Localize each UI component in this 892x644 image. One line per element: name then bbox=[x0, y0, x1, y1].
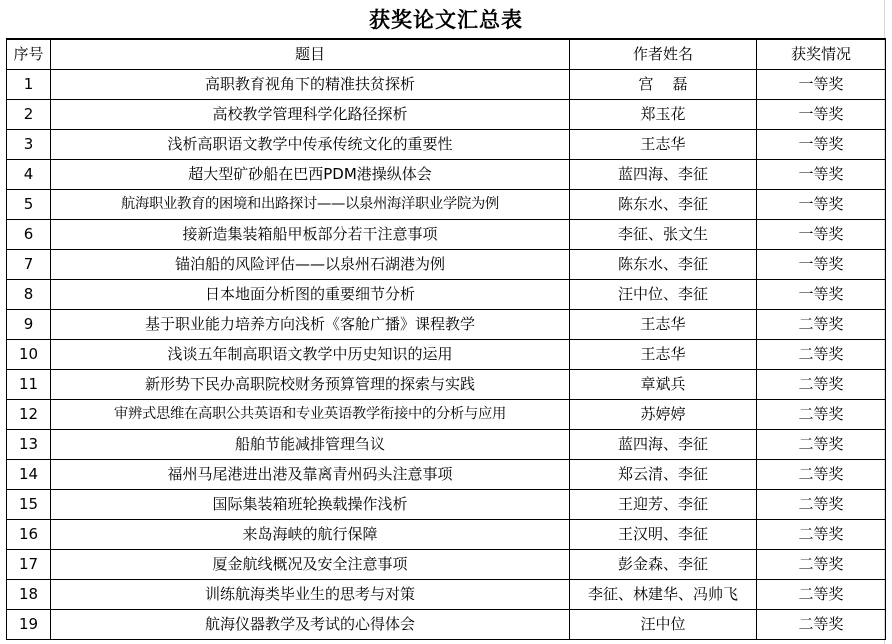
table-row bbox=[7, 220, 886, 250]
cell-no[interactable]: 15 bbox=[7, 490, 51, 520]
cell-no[interactable]: 18 bbox=[7, 580, 51, 610]
cell-award[interactable]: 一等奖 bbox=[757, 100, 886, 130]
cell-title[interactable]: 浅析高职语文教学中传承传统文化的重要性 bbox=[51, 130, 570, 160]
cell-award[interactable]: 二等奖 bbox=[757, 370, 886, 400]
cell-author[interactable]: 李征、张文生 bbox=[570, 220, 757, 250]
cell-award[interactable]: 一等奖 bbox=[757, 280, 886, 310]
cell-no[interactable]: 2 bbox=[7, 100, 51, 130]
table-row bbox=[7, 580, 886, 610]
table-row bbox=[7, 340, 886, 370]
table-row bbox=[7, 280, 886, 310]
cell-award[interactable]: 二等奖 bbox=[757, 490, 886, 520]
cell-title[interactable]: 接新造集装箱船甲板部分若干注意事项 bbox=[51, 220, 570, 250]
table-row bbox=[7, 250, 886, 280]
column-header-award[interactable]: 获奖情况 bbox=[757, 39, 886, 70]
cell-no[interactable]: 13 bbox=[7, 430, 51, 460]
cell-award[interactable]: 一等奖 bbox=[757, 220, 886, 250]
table-row bbox=[7, 130, 886, 160]
cell-author[interactable]: 王志华 bbox=[570, 130, 757, 160]
cell-title[interactable]: 新形势下民办高职院校财务预算管理的探索与实践 bbox=[51, 370, 570, 400]
cell-award[interactable]: 二等奖 bbox=[757, 520, 886, 550]
cell-no[interactable]: 14 bbox=[7, 460, 51, 490]
cell-award[interactable]: 二等奖 bbox=[757, 430, 886, 460]
table-row bbox=[7, 490, 886, 520]
cell-award[interactable]: 二等奖 bbox=[757, 580, 886, 610]
cell-award[interactable]: 一等奖 bbox=[757, 190, 886, 220]
cell-award[interactable]: 一等奖 bbox=[757, 130, 886, 160]
table-row bbox=[7, 70, 886, 100]
cell-no[interactable]: 6 bbox=[7, 220, 51, 250]
table-row bbox=[7, 190, 886, 220]
cell-title[interactable]: 厦金航线概况及安全注意事项 bbox=[51, 550, 570, 580]
cell-award[interactable]: 一等奖 bbox=[757, 160, 886, 190]
cell-author[interactable]: 王志华 bbox=[570, 310, 757, 340]
cell-award[interactable]: 二等奖 bbox=[757, 340, 886, 370]
table-row bbox=[7, 430, 886, 460]
cell-title[interactable]: 船舶节能减排管理刍议 bbox=[51, 430, 570, 460]
cell-title[interactable]: 福州马尾港进出港及靠离青州码头注意事项 bbox=[51, 460, 570, 490]
cell-title[interactable]: 高校教学管理科学化路径探析 bbox=[51, 100, 570, 130]
cell-no[interactable]: 17 bbox=[7, 550, 51, 580]
cell-author[interactable]: 陈东水、李征 bbox=[570, 250, 757, 280]
cell-author[interactable]: 汪中位 bbox=[570, 610, 757, 640]
cell-title[interactable]: 高职教育视角下的精准扶贫探析 bbox=[51, 70, 570, 100]
table-row bbox=[7, 610, 886, 640]
cell-author[interactable]: 陈东水、李征 bbox=[570, 190, 757, 220]
column-header-no[interactable]: 序号 bbox=[7, 39, 51, 70]
table-row bbox=[7, 310, 886, 340]
cell-no[interactable]: 16 bbox=[7, 520, 51, 550]
cell-author[interactable]: 蓝四海、李征 bbox=[570, 430, 757, 460]
cell-award[interactable]: 二等奖 bbox=[757, 460, 886, 490]
cell-no[interactable]: 10 bbox=[7, 340, 51, 370]
cell-title[interactable]: 审辨式思维在高职公共英语和专业英语教学衔接中的分析与应用 bbox=[51, 400, 570, 430]
page-title: 获奖论文汇总表 bbox=[369, 8, 523, 32]
table-row bbox=[7, 520, 886, 550]
cell-no[interactable]: 5 bbox=[7, 190, 51, 220]
cell-no[interactable]: 19 bbox=[7, 610, 51, 640]
cell-author[interactable]: 蓝四海、李征 bbox=[570, 160, 757, 190]
cell-author[interactable]: 李征、林建华、冯帅飞 bbox=[570, 580, 757, 610]
table-header-row bbox=[7, 39, 886, 70]
table-row bbox=[7, 100, 886, 130]
cell-title[interactable]: 航海仪器教学及考试的心得体会 bbox=[51, 610, 570, 640]
cell-title[interactable]: 浅谈五年制高职语文教学中历史知识的运用 bbox=[51, 340, 570, 370]
cell-award[interactable]: 二等奖 bbox=[757, 550, 886, 580]
cell-award[interactable]: 二等奖 bbox=[757, 610, 886, 640]
table-row bbox=[7, 550, 886, 580]
cell-author[interactable]: 宫 磊 bbox=[570, 70, 757, 100]
cell-author[interactable]: 王迎芳、李征 bbox=[570, 490, 757, 520]
cell-title[interactable]: 来岛海峡的航行保障 bbox=[51, 520, 570, 550]
cell-title[interactable]: 日本地面分析图的重要细节分析 bbox=[51, 280, 570, 310]
cell-author[interactable]: 王志华 bbox=[570, 340, 757, 370]
cell-no[interactable]: 3 bbox=[7, 130, 51, 160]
cell-no[interactable]: 11 bbox=[7, 370, 51, 400]
cell-author[interactable]: 汪中位、李征 bbox=[570, 280, 757, 310]
cell-title[interactable]: 基于职业能力培养方向浅析《客舱广播》课程教学 bbox=[51, 310, 570, 340]
table-row bbox=[7, 160, 886, 190]
cell-author[interactable]: 苏婷婷 bbox=[570, 400, 757, 430]
cell-title[interactable]: 锚泊船的风险评估——以泉州石湖港为例 bbox=[51, 250, 570, 280]
cell-author[interactable]: 郑玉花 bbox=[570, 100, 757, 130]
cell-title[interactable]: 超大型矿砂船在巴西PDM港操纵体会 bbox=[51, 160, 570, 190]
table-row bbox=[7, 370, 886, 400]
cell-award[interactable]: 二等奖 bbox=[757, 400, 886, 430]
cell-award[interactable]: 一等奖 bbox=[757, 250, 886, 280]
cell-author[interactable]: 王汉明、李征 bbox=[570, 520, 757, 550]
cell-no[interactable]: 7 bbox=[7, 250, 51, 280]
table-row bbox=[7, 400, 886, 430]
cell-author[interactable]: 彭金森、李征 bbox=[570, 550, 757, 580]
award-papers-table bbox=[6, 38, 886, 640]
column-header-author[interactable]: 作者姓名 bbox=[570, 39, 757, 70]
cell-author[interactable]: 郑云清、李征 bbox=[570, 460, 757, 490]
cell-title[interactable]: 航海职业教育的困境和出路探讨——以泉州海洋职业学院为例 bbox=[51, 190, 570, 220]
cell-award[interactable]: 二等奖 bbox=[757, 310, 886, 340]
cell-no[interactable]: 4 bbox=[7, 160, 51, 190]
cell-no[interactable]: 12 bbox=[7, 400, 51, 430]
cell-no[interactable]: 8 bbox=[7, 280, 51, 310]
cell-no[interactable]: 9 bbox=[7, 310, 51, 340]
cell-award[interactable]: 一等奖 bbox=[757, 70, 886, 100]
cell-title[interactable]: 国际集装箱班轮换载操作浅析 bbox=[51, 490, 570, 520]
column-header-title[interactable]: 题目 bbox=[51, 39, 570, 70]
cell-title[interactable]: 训练航海类毕业生的思考与对策 bbox=[51, 580, 570, 610]
table-row bbox=[7, 460, 886, 490]
cell-author[interactable]: 章斌兵 bbox=[570, 370, 757, 400]
cell-no[interactable]: 1 bbox=[7, 70, 51, 100]
